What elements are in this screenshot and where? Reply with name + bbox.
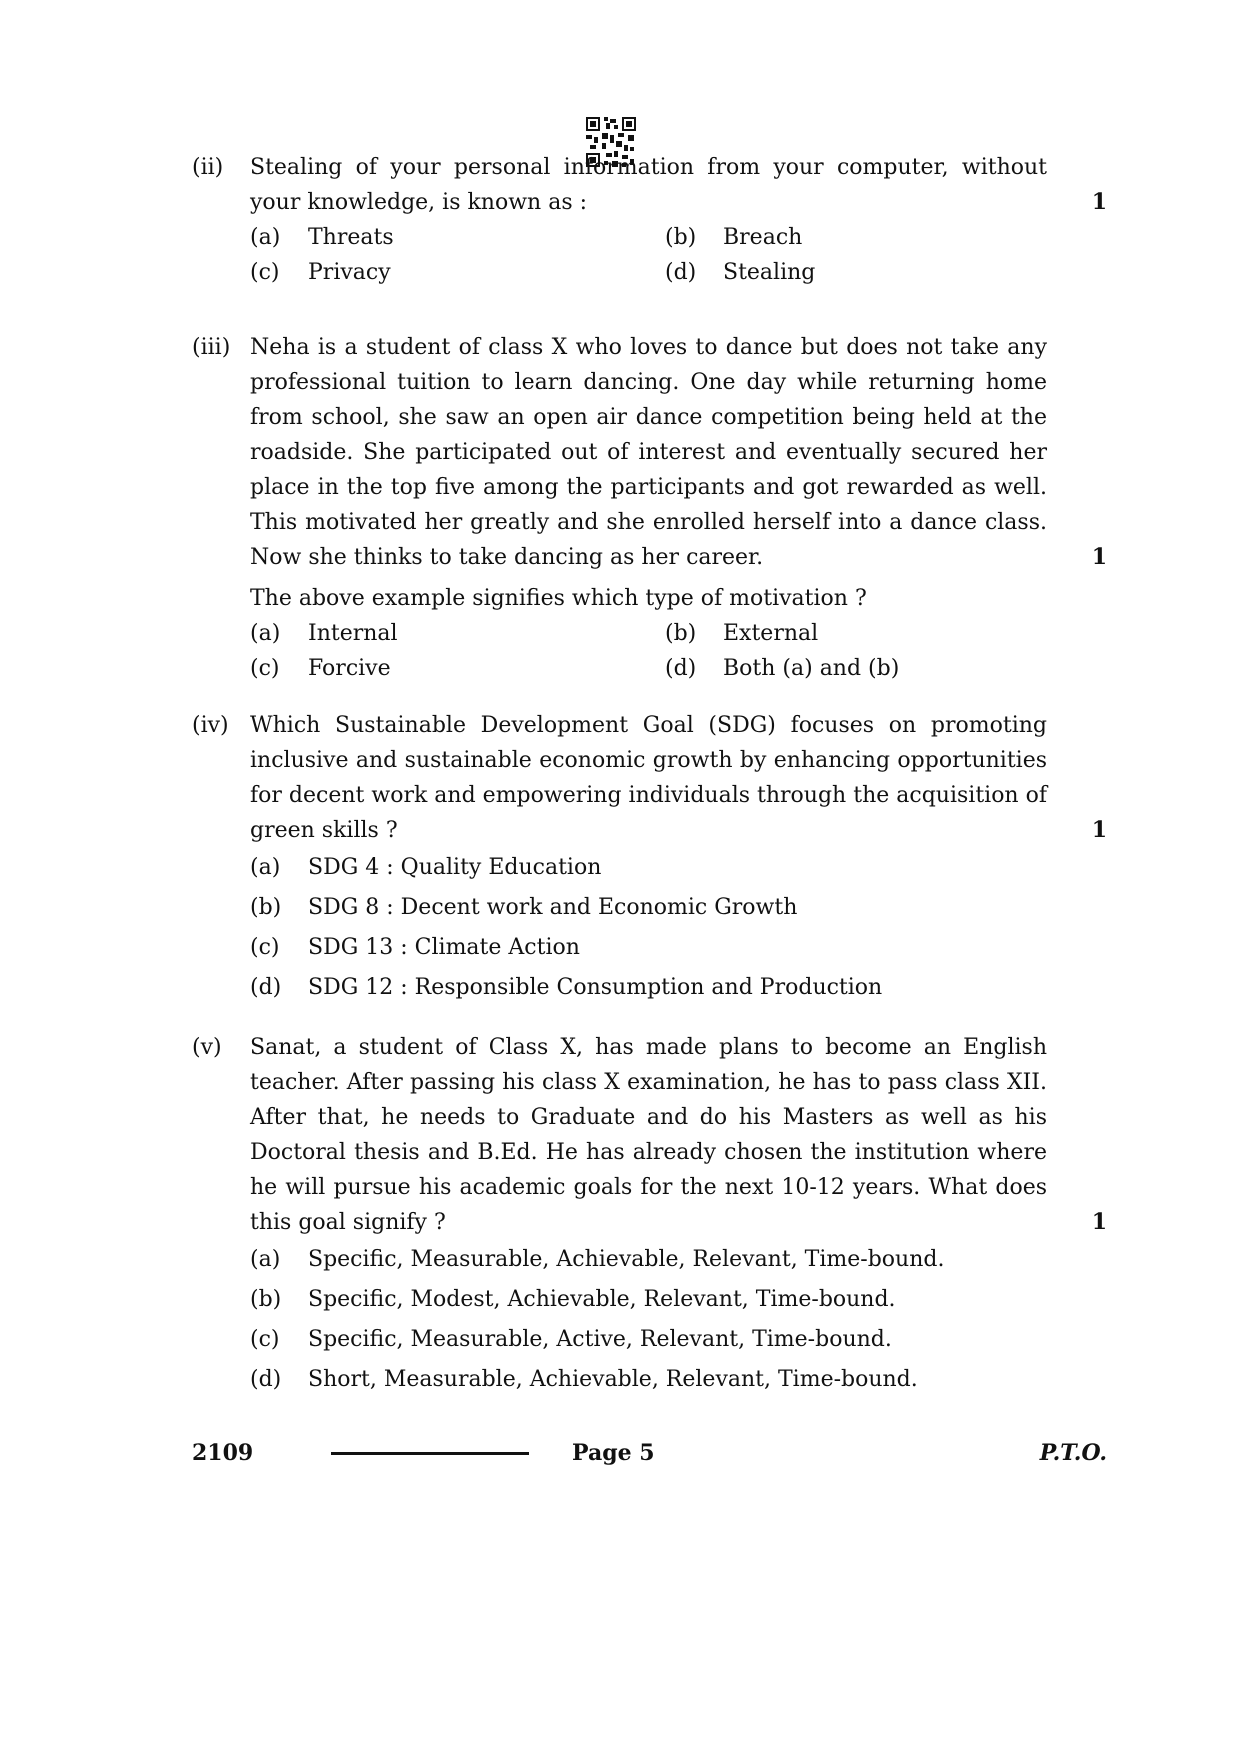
option-label: (b) [665, 225, 697, 250]
option-b [665, 616, 1065, 651]
option-text: SDG 13 : Climate Action [308, 935, 580, 960]
question-number: (iii) [192, 335, 231, 360]
option-label: (d) [250, 975, 282, 1000]
option-label: (d) [665, 260, 697, 285]
question-marks: 1 [1091, 1209, 1107, 1235]
option-text: Both (a) and (b) [723, 656, 900, 681]
option-a [250, 220, 665, 255]
question-marks: 1 [1091, 189, 1107, 215]
option-text: Stealing [723, 260, 816, 285]
option-label: (a) [250, 855, 281, 880]
option-d [665, 651, 1065, 686]
option-text: Breach [723, 225, 803, 250]
option-d [250, 1360, 1107, 1400]
option-text: Short, Measurable, Achievable, Relevant, Time-bound. [308, 1367, 918, 1392]
option-c [250, 651, 665, 686]
option-a [250, 848, 1107, 888]
option-a [250, 1240, 1107, 1280]
option-label: (c) [250, 656, 280, 681]
option-c [250, 928, 1107, 968]
question-ii [192, 150, 1107, 290]
question-marks: 1 [1091, 817, 1107, 843]
question-text: Which Sustainable Development Goal (SDG) focuses on promoting inclusive and sustainable economic growth by enhancing opportunities for decent work and empowering individuals through the acquisition of green skills ? [250, 713, 1047, 843]
option-label: (a) [250, 225, 281, 250]
please-turn-over: P.T.O. [1039, 1440, 1107, 1466]
options [250, 1240, 1107, 1400]
option-c [250, 255, 665, 290]
option-b [250, 888, 1107, 928]
option-label: (c) [250, 260, 280, 285]
option-text: SDG 12 : Responsible Consumption and Production [308, 975, 883, 1000]
question-text: Neha is a student of class X who loves to dance but does not take any professional tuition to learn dancing. One day while returning home from school, she saw an open air dance competition being held at the roadside. She participated out of interest and eventually secured her place in the top five among the participants and got rewarded as well. This motivated her greatly and she enrolled herself into a dance class. Now she thinks to take dancing as her career. [250, 335, 1047, 570]
question-marks: 1 [1091, 544, 1107, 570]
option-d [250, 968, 1107, 1008]
question-number: (ii) [192, 155, 224, 180]
option-label: (a) [250, 1247, 281, 1272]
option-label: (d) [250, 1367, 282, 1392]
options [250, 848, 1107, 1008]
option-text: Forcive [308, 656, 391, 681]
option-a [250, 616, 665, 651]
option-text: Specific, Measurable, Active, Relevant, Time-bound. [308, 1327, 892, 1352]
option-text: Specific, Modest, Achievable, Relevant, Time-bound. [308, 1287, 896, 1312]
option-label: (d) [665, 656, 697, 681]
question-number: (iv) [192, 713, 229, 738]
option-b [665, 220, 1065, 255]
options [250, 220, 1107, 290]
option-text: SDG 8 : Decent work and Economic Growth [308, 895, 798, 920]
options [250, 616, 1107, 686]
option-label: (b) [665, 621, 697, 646]
option-text: SDG 4 : Quality Education [308, 855, 602, 880]
option-b [250, 1280, 1107, 1320]
option-text: Threats [308, 225, 394, 250]
question-iii [192, 330, 1107, 686]
option-label: (c) [250, 1327, 280, 1352]
footer-divider [331, 1452, 529, 1455]
option-label: (b) [250, 895, 282, 920]
question-iv [192, 708, 1107, 1008]
option-c [250, 1320, 1107, 1360]
option-label: (a) [250, 621, 281, 646]
question-subtext: The above example signifies which type of motivation ? [250, 586, 867, 611]
page-footer [192, 1440, 1107, 1470]
option-text: Internal [308, 621, 398, 646]
option-text: Privacy [308, 260, 391, 285]
page-number: Page 5 [572, 1440, 655, 1466]
option-label: (c) [250, 935, 280, 960]
question-number: (v) [192, 1035, 222, 1060]
option-label: (b) [250, 1287, 282, 1312]
option-text: External [723, 621, 819, 646]
option-d [665, 255, 1065, 290]
question-text: Stealing of your personal information from your computer, without your knowledge, is known as : [250, 155, 1047, 215]
option-text: Specific, Measurable, Achievable, Relevant, Time-bound. [308, 1247, 945, 1272]
question-text: Sanat, a student of Class X, has made plans to become an English teacher. After passing his class X examination, he has to pass class XII. After that, he needs to Graduate and do his Masters as well as his Doctoral thesis and B.Ed. He has already chosen the institution where he will pursue his academic goals for the next 10-12 years. What does this goal signify ? [250, 1035, 1047, 1235]
question-v [192, 1030, 1107, 1400]
paper-code: 2109 [192, 1440, 254, 1466]
